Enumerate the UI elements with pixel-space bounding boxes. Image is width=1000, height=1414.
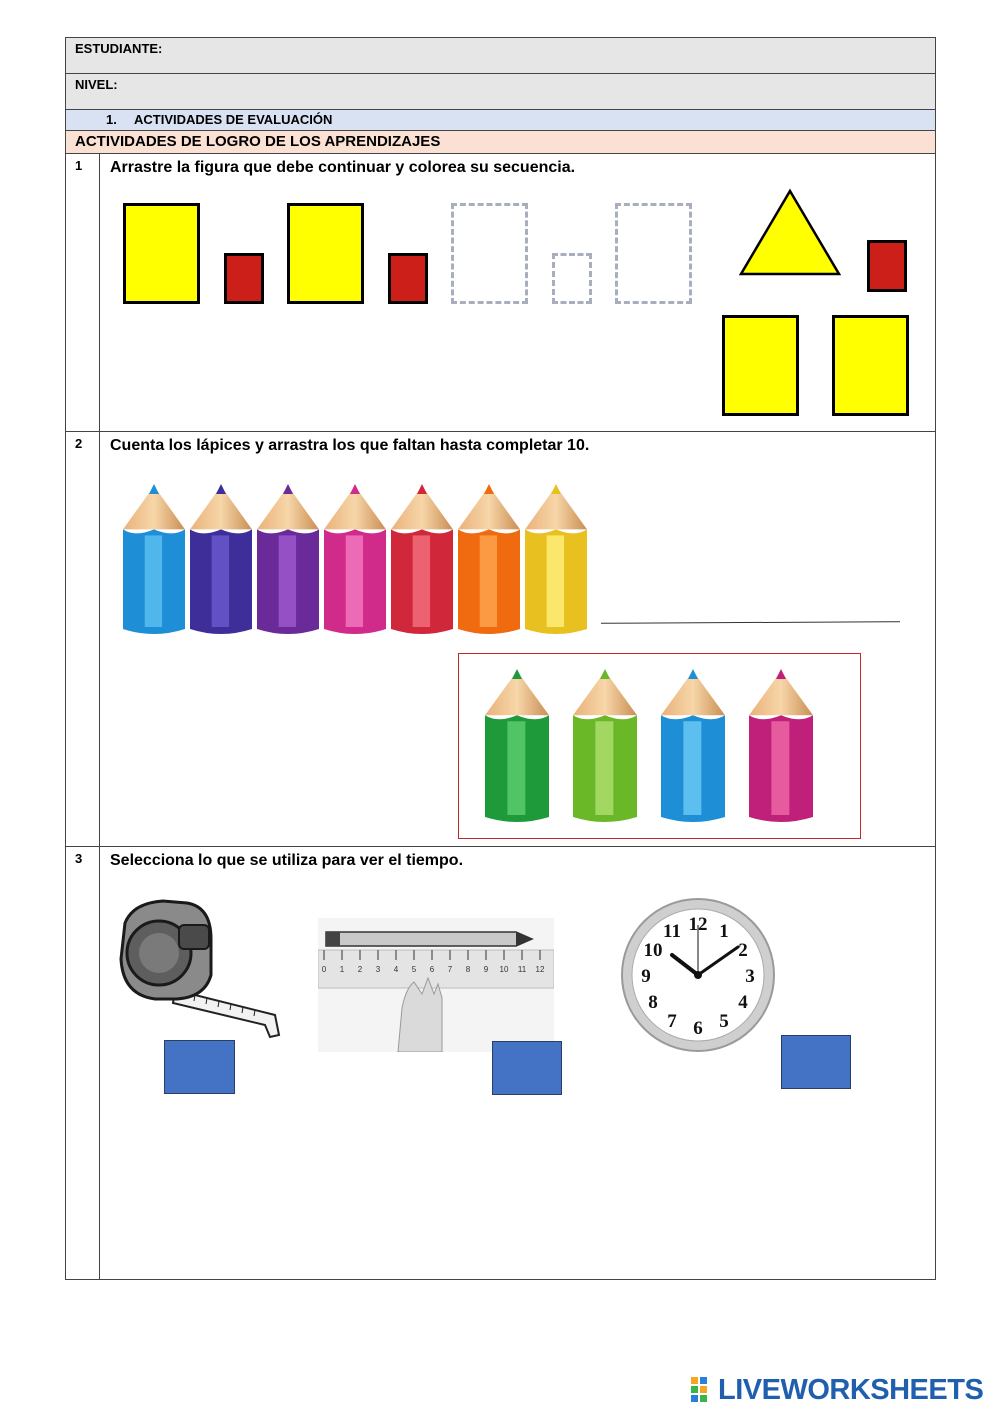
ruler-tick-label: 4 xyxy=(393,965,399,974)
tape-measure-icon xyxy=(115,895,285,1045)
select-box-clock[interactable] xyxy=(781,1035,851,1089)
pencil-magenta xyxy=(749,669,813,822)
clock-number: 3 xyxy=(745,966,755,987)
logo-icon xyxy=(690,1376,716,1402)
clock-number: 4 xyxy=(738,992,748,1013)
red-square xyxy=(388,253,428,304)
student-label: ESTUDIANTE: xyxy=(75,41,163,56)
drop-target-large[interactable] xyxy=(451,203,528,304)
select-box-ruler[interactable] xyxy=(492,1041,562,1095)
pencil-light-green xyxy=(573,669,637,822)
red-square xyxy=(224,253,264,304)
level-row xyxy=(65,74,936,110)
ruler-tick-label: 7 xyxy=(447,965,453,974)
ruler-tick-label: 5 xyxy=(411,965,417,974)
ruler-tick-label: 8 xyxy=(465,965,471,974)
draggable-yellow-rectangle[interactable] xyxy=(832,315,909,416)
clock-number: 8 xyxy=(648,992,658,1013)
ruler-tick-label: 0 xyxy=(321,965,327,974)
pencils-row xyxy=(115,480,595,645)
pencil-red xyxy=(391,484,453,634)
activity-number: 3 xyxy=(75,851,83,866)
clock-number: 7 xyxy=(667,1011,677,1033)
activity-number: 2 xyxy=(75,436,83,451)
pencil-pink xyxy=(324,484,386,634)
pencil-indigo xyxy=(190,484,252,634)
subsection-title: ACTIVIDADES DE LOGRO DE LOS APRENDIZAJES xyxy=(75,133,441,150)
ruler-tick-label: 3 xyxy=(375,965,381,974)
pencil-light-blue xyxy=(123,484,185,634)
ruler-tick-label: 9 xyxy=(483,965,489,974)
student-row xyxy=(65,37,936,74)
pencil-yellow xyxy=(525,484,587,634)
yellow-triangle[interactable] xyxy=(738,188,842,278)
ruler-tick-label: 11 xyxy=(517,965,527,974)
clock-number: 12 xyxy=(688,914,708,935)
ruler-tick-label: 2 xyxy=(357,965,363,974)
drop-target-large[interactable] xyxy=(615,203,692,304)
draggable-red-square[interactable] xyxy=(867,240,907,292)
section-number: 1. xyxy=(106,112,117,127)
clock-number: 11 xyxy=(663,920,681,942)
drop-target-small[interactable] xyxy=(552,253,592,304)
clock-number: 1 xyxy=(719,920,729,942)
yellow-rectangle xyxy=(123,203,200,304)
clock-number: 6 xyxy=(693,1018,703,1039)
pencil-blue xyxy=(661,669,725,822)
ruler-tick-label: 1 xyxy=(339,965,345,974)
pencil-purple xyxy=(257,484,319,634)
ruler-tick-label: 12 xyxy=(535,965,545,974)
clock-number: 2 xyxy=(738,940,748,961)
level-label: NIVEL: xyxy=(75,77,118,92)
pencil-green xyxy=(485,669,549,822)
clock-number: 5 xyxy=(719,1011,729,1033)
activity-instruction: Cuenta los lápices y arrastra los que faltan hasta completar 10. xyxy=(110,437,590,454)
activity-instruction: Arrastre la figura que debe continuar y colorea su secuencia. xyxy=(110,159,576,176)
clock-number: 10 xyxy=(643,940,663,961)
select-box-tape[interactable] xyxy=(164,1040,235,1094)
activity-number: 1 xyxy=(75,158,83,173)
draggable-pencils[interactable] xyxy=(470,665,850,830)
subsection-row xyxy=(65,131,936,154)
ruler-tick-label: 6 xyxy=(429,965,435,974)
draggable-yellow-rectangle[interactable] xyxy=(722,315,799,416)
yellow-rectangle xyxy=(287,203,364,304)
liveworksheets-logo xyxy=(690,1374,983,1407)
clock-icon xyxy=(620,897,776,1053)
ruler-icon xyxy=(318,918,554,1052)
section-title: ACTIVIDADES DE EVALUACIÓN xyxy=(134,112,333,127)
clock-number: 9 xyxy=(641,966,651,987)
ruler-tick-label: 10 xyxy=(499,965,509,974)
logo-text: LIVEWORKSHEETS xyxy=(718,1374,984,1406)
section-row xyxy=(65,110,936,131)
pencil-orange xyxy=(458,484,520,634)
activity-instruction: Selecciona lo que se utiliza para ver el tiempo. xyxy=(110,852,464,869)
